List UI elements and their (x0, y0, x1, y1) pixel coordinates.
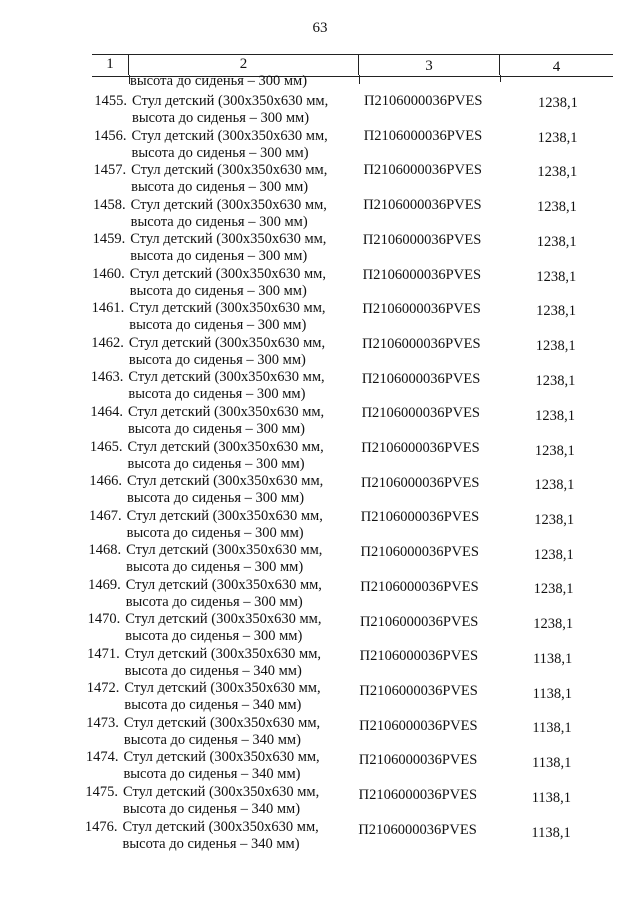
item-code: П2106000036PVES (360, 578, 479, 595)
description-line-1: Стул детский (300х350х630 мм, (128, 334, 326, 351)
item-description (132, 93, 328, 127)
header-col-1: 1 (106, 56, 114, 72)
item-number: 1474. (85, 749, 119, 766)
item-number: 1475. (85, 784, 118, 800)
item-price: 1238,1 (534, 477, 575, 494)
item-description (123, 819, 319, 853)
item-code: П2106000036PVES (363, 162, 482, 179)
description-line-2: высота до сиденья – 340 мм) (123, 731, 301, 748)
table-row (0, 784, 640, 818)
item-description (126, 577, 322, 611)
description-line-1: Стул детский (300х350х630 мм, (124, 680, 321, 697)
description-line-2: высота до сиденья – 300 мм) (126, 559, 304, 576)
item-number: 1464. (90, 403, 123, 420)
description-line-2: высота до сиденья – 300 мм) (129, 317, 307, 334)
description-line-2: высота до сиденья – 300 мм) (127, 455, 305, 472)
description-line-2: высота до сиденья – 300 мм) (130, 248, 308, 265)
item-code: П2106000036PVES (364, 93, 483, 109)
description-line-1: Стул детский (300х350х630 мм, (129, 265, 326, 282)
item-description (124, 680, 320, 714)
table-row (0, 266, 640, 300)
table-row (0, 162, 640, 196)
item-description (128, 439, 324, 473)
description-line-2: высота до сиденья – 300 мм) (128, 351, 306, 368)
table-row (0, 646, 640, 680)
item-code: П2106000036PVES (359, 717, 478, 734)
description-line-1: Стул детский (300х350х630 мм, (123, 714, 321, 731)
item-description (124, 715, 320, 749)
description-line-1: Стул детский (300х350х630 мм, (126, 507, 323, 524)
description-line-2: высота до сиденья – 300 мм) (130, 213, 308, 230)
description-line-1: Стул детский (300х350х630 мм, (131, 162, 328, 179)
table-row (0, 335, 640, 369)
item-description (127, 508, 323, 542)
description-line-1: Стул детский (300х350х630 мм, (128, 369, 325, 386)
item-number: 1471. (87, 645, 120, 662)
description-line-2: высота до сиденья – 300 мм) (131, 179, 309, 196)
item-price: 1238,1 (534, 442, 575, 459)
item-code: П2106000036PVES (362, 301, 481, 318)
item-code: П2106000036PVES (360, 509, 480, 526)
item-price: 1138,1 (532, 755, 572, 772)
table-row (0, 128, 640, 162)
item-number: 1456. (93, 127, 127, 144)
item-number: 1472. (86, 680, 120, 697)
description-line-1: Стул детский (300х350х630 мм, (131, 127, 328, 144)
table-row (0, 439, 640, 473)
item-price: 1238,1 (535, 372, 576, 389)
item-price: 1238,1 (536, 268, 577, 285)
description-line-2: высота до сиденья – 300 мм) (128, 386, 306, 403)
table-row (0, 715, 640, 749)
table-row (0, 231, 640, 265)
table-row (0, 93, 640, 127)
item-price: 1238,1 (533, 581, 574, 598)
description-line-2: высота до сиденья – 340 мм) (124, 662, 302, 679)
item-number: 1465. (89, 438, 123, 455)
description-line-2: высота до сиденья – 300 мм) (125, 628, 303, 645)
item-code: П2106000036PVES (359, 648, 479, 665)
item-price: 1238,1 (538, 95, 578, 111)
description-line-1: Стул детский (300х350х630 мм, (129, 300, 326, 317)
description-line-1: Стул детский (300х350х630 мм, (127, 403, 325, 420)
table-row (0, 300, 640, 334)
item-price: 1238,1 (536, 233, 577, 250)
item-code: П2106000036PVES (362, 231, 482, 248)
description-line-2: высота до сиденья – 300 мм) (132, 110, 310, 126)
table-row (0, 473, 640, 507)
page-number: 63 (312, 20, 328, 36)
description-line-2: высота до сиденья – 340 мм) (123, 801, 301, 817)
item-description (130, 266, 326, 300)
description-line-1: Стул детский (300х350х630 мм, (132, 93, 329, 109)
description-line-1: Стул детский (300х350х630 мм, (122, 818, 319, 835)
item-price: 1238,1 (533, 546, 574, 563)
table-row (0, 542, 640, 576)
description-line-1: Стул детский (300х350х630 мм, (130, 196, 327, 213)
item-price: 1138,1 (531, 824, 571, 841)
item-number: 1466. (89, 473, 123, 490)
item-number: 1469. (88, 576, 121, 593)
table-row (0, 680, 640, 714)
item-code: П2106000036PVES (363, 197, 482, 214)
table-row (0, 577, 640, 611)
item-description (132, 128, 328, 162)
item-description (125, 611, 321, 645)
description-line-1: Стул детский (300х350х630 мм, (130, 231, 327, 248)
item-code: П2106000036PVES (361, 440, 480, 456)
item-description (130, 231, 326, 265)
description-line-1: Стул детский (300х350х630 мм, (123, 784, 320, 800)
table-row (0, 508, 640, 542)
description-line-2: высота до сиденья – 300 мм) (127, 420, 305, 437)
description-line-2: высота до сиденья – 340 мм) (124, 697, 302, 714)
item-code: П2106000036PVES (363, 127, 483, 144)
description-line-1: Стул детский (300х350х630 мм, (125, 611, 322, 628)
item-price: 1238,1 (537, 129, 578, 146)
item-code: П2106000036PVES (358, 821, 477, 838)
table-row (0, 369, 640, 403)
item-description (131, 197, 327, 231)
item-price: 1238,1 (534, 511, 575, 528)
description-line-1: Стул детский (300х350х630 мм, (127, 438, 324, 455)
continued-description: высота до сиденья – 300 мм) (130, 73, 308, 89)
description-line-2: высота до сиденья – 300 мм) (127, 490, 305, 507)
item-price: 1238,1 (535, 407, 576, 424)
description-line-1: Стул детский (300х350х630 мм, (126, 542, 323, 559)
item-number: 1458. (93, 196, 126, 213)
description-line-1: Стул детский (300х350х630 мм, (123, 749, 320, 766)
description-line-2: высота до сиденья – 300 мм) (126, 524, 304, 541)
item-description (129, 300, 325, 334)
item-number: 1470. (87, 611, 121, 628)
item-price: 1138,1 (532, 720, 572, 737)
item-number: 1462. (91, 334, 124, 351)
table-row (0, 404, 640, 438)
description-line-2: высота до сиденья – 340 мм) (123, 766, 301, 783)
item-code: П2106000036PVES (361, 405, 480, 422)
header-col-3: 3 (425, 58, 433, 74)
item-number: 1468. (88, 542, 122, 559)
description-line-1: Стул детский (300х350х630 мм, (124, 645, 322, 662)
item-number: 1461. (91, 300, 125, 317)
item-price: 1238,1 (537, 199, 577, 216)
item-code: П2106000036PVES (361, 474, 480, 491)
description-line-2: высота до сиденья – 300 мм) (131, 144, 309, 161)
item-price: 1138,1 (532, 685, 572, 702)
description-line-1: Стул детский (300х350х630 мм, (127, 473, 324, 490)
item-number: 1455. (94, 93, 127, 109)
item-number: 1460. (92, 265, 125, 282)
item-description (128, 404, 324, 438)
item-description (128, 369, 324, 403)
item-price: 1238,1 (537, 164, 578, 181)
header-col-4: 4 (552, 59, 561, 75)
item-code: П2106000036PVES (359, 613, 479, 630)
item-price: 1138,1 (532, 650, 573, 667)
item-code: П2106000036PVES (361, 370, 481, 387)
table-row (0, 749, 640, 783)
item-code: П2106000036PVES (358, 752, 478, 769)
item-description (126, 542, 322, 576)
item-code: П2106000036PVES (362, 335, 481, 352)
item-price: 1138,1 (531, 790, 572, 806)
item-code: П2106000036PVES (360, 544, 479, 561)
description-line-2: высота до сиденья – 340 мм) (122, 835, 300, 852)
item-number: 1457. (93, 162, 127, 179)
item-number: 1476. (84, 818, 118, 835)
item-code: П2106000036PVES (358, 787, 478, 803)
table-row (0, 819, 640, 853)
item-code: П2106000036PVES (362, 266, 482, 283)
table-row (0, 197, 640, 231)
item-description (123, 749, 319, 783)
description-line-2: высота до сиденья – 300 мм) (125, 593, 303, 610)
item-code: П2106000036PVES (359, 682, 478, 699)
item-price: 1238,1 (533, 616, 574, 633)
item-price: 1238,1 (536, 303, 576, 320)
item-description (127, 473, 323, 507)
description-line-2: высота до сиденья – 300 мм) (129, 282, 307, 299)
item-price: 1238,1 (535, 338, 576, 355)
description-line-1: Стул детский (300х350х630 мм, (125, 576, 322, 593)
item-description (125, 646, 321, 680)
item-description (131, 162, 327, 196)
header-col-2: 2 (239, 56, 248, 72)
item-number: 1459. (92, 231, 126, 248)
table-row (0, 611, 640, 645)
item-description (123, 784, 319, 818)
item-number: 1473. (86, 714, 119, 731)
item-number: 1463. (90, 369, 124, 386)
item-number: 1467. (88, 507, 122, 524)
item-description (129, 335, 325, 369)
